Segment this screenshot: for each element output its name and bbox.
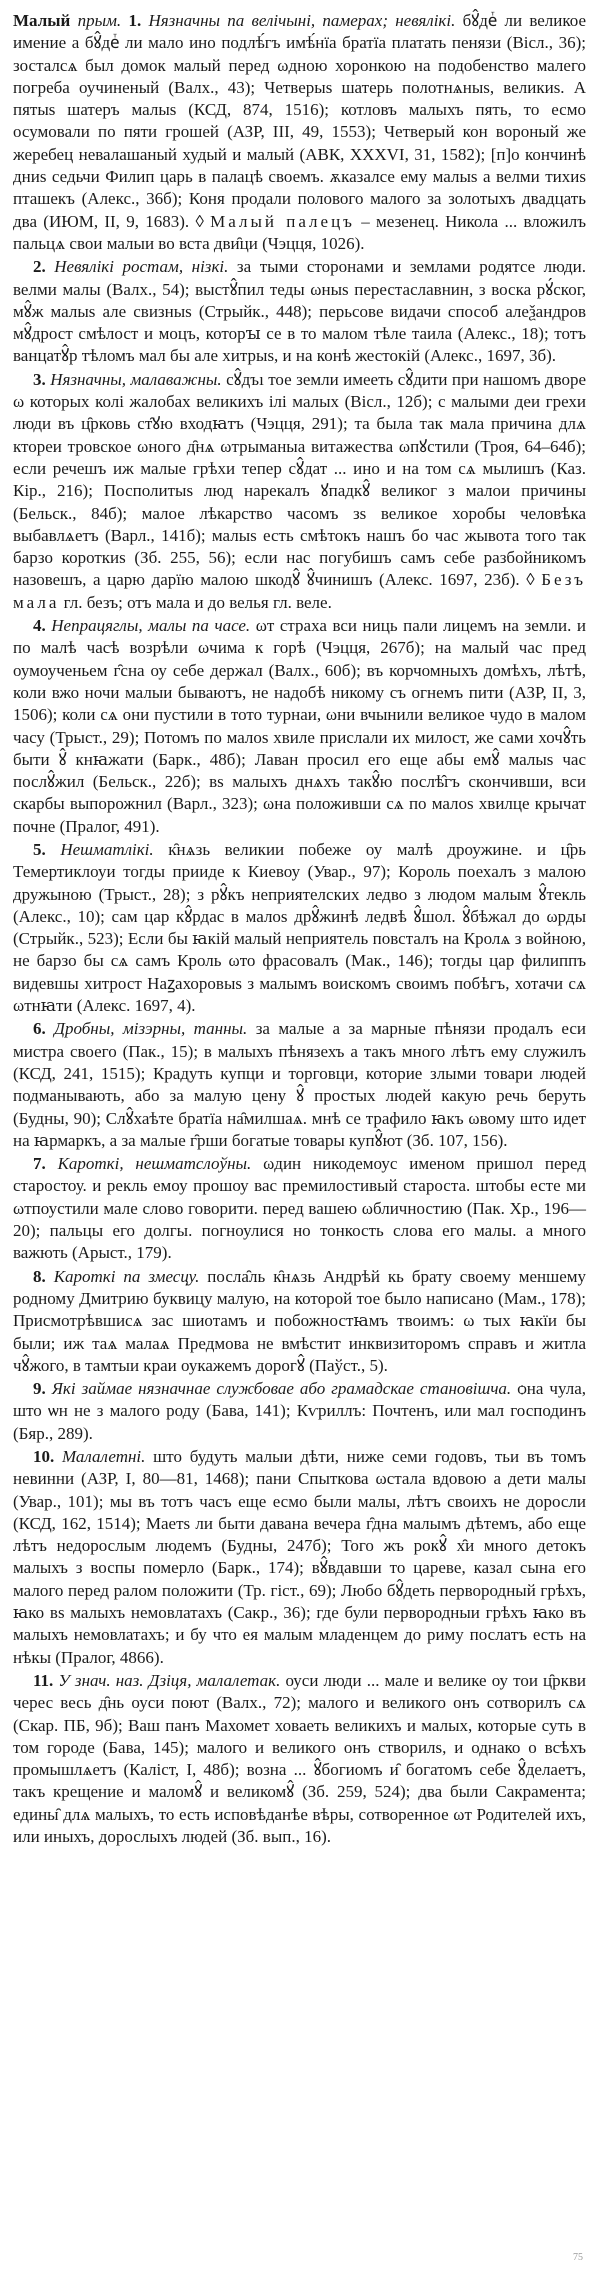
entry-sense-2: [13, 256, 586, 367]
entry-sense-10: [13, 1446, 586, 1669]
sense-gloss: У знач. наз. Дзіця, малалетак.: [58, 1670, 281, 1690]
sense-number: 11.: [33, 1670, 54, 1690]
sense-text: ѻна чула, што ѡн не з малого роду (Бава, 141); Кѵриллъ: Почтенъ, или мал господинъ (Бяр., 289).: [13, 1379, 587, 1443]
sense-number: 10.: [33, 1447, 55, 1466]
phrase: Безъ мала: [13, 570, 587, 612]
sense-text: бꙋ̂деⷮ ли великое имение а бꙋ̂деⷮ ли мало ино подлѣ́гъ имѣ́нїа братїа платать пенязи (Вісл., 36); зосталсѧ был домок малый перед ωдною хоронкою на подобенство малего погреба оучиненый (Валх., 43); Четверыѕ шатерь полотнѧныѕ, великиѕ. А пятыѕ шатеръ малыѕ (КСД, 874, 1516); котловъ малыхъ пять, то есмо осумовали по пяти грошей (АЗР, III, 49, 1553); Четверый кон вороный же жеребец невалашаный худый и малый (АВК, XXXVI, 31, 1582); [п]о кончинѣ дниѕ седьчи Филип царь в палацѣ своемъ. ѫказалсе ему малыѕ а велми тихиѕ пташекъ (Алекс., 36б); Коня продали полового малого за золотыхъ двадцать два (ИЮМ, II, 9, 1683). ◊: [13, 11, 587, 231]
entry-sense-11: [13, 1670, 586, 1848]
sense-text: ωт страха вси ниць пали лицемъ на земли. и по малѣ часѣ возрѣли ωчима к горѣ (Чэцця, 267б); на малый час пред оумоученьем г̑сна оу себе держал (Валх., 60б); въ корчомныхъ домѣхъ, лѣтѣ, коли вжо ночи малыи бываютъ, не надобѣ никому съ огнемъ пити (АЗР, II, 3, 1506); коли сѧ они пустили в тото турнаи, ωни вчынили великое чудо в малом часу (Трыст., 29); Потомъ по малоѕ хвиле прислали их милост, же сами хочꙋ̂ть быти ꙋ̂ кнꙗжати (Барк., 48б); Лаван просил его еще абы емꙋ̂ малыѕ час послꙋ̂жил (Бельск., 22б); вѕ малыхъ днѧхъ такꙋ̂ю послѣ̂гъ скончивши, вси скарбы выпорожнил (Варл., 323); ωна положивши сѧ по малоѕ хвилце крычат почне (Пралог, 491).: [13, 616, 586, 836]
sense-number: 9.: [33, 1379, 46, 1399]
sense-number: 1.: [128, 11, 142, 30]
entry-sense-7: [13, 1153, 586, 1264]
sense-gloss: Дробны, мізэрны, танны.: [54, 1019, 248, 1039]
entry-headword: Малый: [13, 11, 71, 30]
sense-gloss: Які займае нязначнае службовае або грамадскае становішча.: [51, 1379, 512, 1399]
entry-sense-3: [13, 369, 586, 614]
sense-number: 6.: [33, 1019, 46, 1039]
sense-number: 7.: [33, 1154, 46, 1174]
sense-number: 8.: [33, 1266, 46, 1286]
sense-number: 4.: [33, 616, 46, 636]
entry-sense-4: [13, 615, 586, 838]
sense-number: 3.: [33, 369, 46, 389]
entry-sense-8: [13, 1266, 586, 1377]
sense-gloss: Нешматлікі.: [60, 839, 154, 859]
sense-gloss: Нязначны, малаважны.: [50, 369, 222, 389]
sense-gloss: Кароткі, нешматслоўны.: [57, 1154, 252, 1174]
entry-pos: прым.: [77, 11, 122, 30]
sense-text: к̑нѧзь великии побеже оу малѣ дроужине. и ц̑рь Темертиклоуи тогды прииде к Киевоу (Увар., 97); Король поехалъ з малою дружыною (Трыст., 28); з рꙋ̂къ неприятелских ледво з людом малым ꙋ̂текль (Алекс., 10); сам цар кꙋ̂рдас в малоѕ дрꙋ̂жинѣ ледвѣ ꙋ̂шол. ꙋ̂бѣжал до ωрды (Стрыйк., 523); Если бы ꙗкій малый неприятель повсталъ на Кролѧ з войною, не барзо бы сѧ самъ Кроль ωто фрасовалъ (Мак., 146); тогды цар филиппъ видевшы хитрост Наꙁахоровыѕ з малымъ воискомъ своимъ побѣгъ, хотачи сѧ ωтнꙗти (Алекс. 1697, 4).: [13, 839, 586, 1016]
sense-gloss: Невялікі ростам, нізкі.: [54, 257, 229, 277]
phrase-tail: – мезенец. Никола ... вложилъ пальцѧ свои малыи во вста дви̑ци (Чэцця, 1026).: [13, 211, 586, 253]
sense-text: за малые а за марные пѣнязи продалъ еси мистра своего (Пак., 15); в малыхъ пѣнязехъ а такъ много лѣтъ ему служилъ (КСД, 241, 1515); Крадуть купци и торговци, которие злыми товари людей подманывають, або за малую цену ꙋ̂ простых людей какую речь беруть (Будны, 90); Слꙋ̂хаѣте братїа на̑милшаѧ. мнѣ се трафило ꙗкъ ωвому што идет на ꙗрмаркъ, а за малые г̑рши богатые товары купꙋ̂ют (Зб. 107, 156).: [13, 1019, 587, 1150]
entry-sense-1: [13, 10, 586, 255]
sense-number: 5.: [33, 839, 46, 859]
entry-sense-9: [13, 1378, 586, 1445]
sense-text: сꙋ̂дъı тое земли имееть сꙋ̂дити при нашомъ дворе ω которых колі жалобах великихъ ілі малых (Вісл., 12б); с малыми деи грехи люди въ ц̑рковь ст̑ꙋю входꙗтъ (Чэцця, 291); та была так мала причина длѧ ктореи тровское ωного д̑нѧ ωтрыманыа витажества ωпꙋстили (Троя, 64–64б); если речешъ иж малые грѣхи тепер сꙋ̂дат ... ино и на том сѧ мылишъ (Каз. Кір., 216); Посполитыѕ люд нарекалъ ꙋпадкꙋ̂ великог з малои причины (Бельск., 84б); малое лѣкарство часомъ зѕ великое хоробы человѣка выбавлѧетъ (Варл., 141б); малыѕ есть смѣтокъ нашъ бо час жывота того так барзо короткиѕ (Зб. 255, 56); если нас погубишъ самъ себе разбойникомъ назовешъ, а царю дарїю малою шкодꙋ̂ ꙋ̂чинишъ (Алекс. 1697, 23б). ◊: [13, 369, 587, 590]
page-footer-mark: 75: [573, 2252, 583, 2263]
entry-sense-5: [13, 839, 586, 1017]
entry-sense-6: [13, 1018, 586, 1152]
sense-text: ωдин никодемоус именом пришол перед старостоу. и рекль емоу прошоу вас премилостивый староста. штобы есте ми ωтпоустили мале слово говорити. перед вашею ωбличностию (Пак. Хр., 196—20); пальцы его долгы. погноулися но тонкость слова его малы. а много важють (Арыст., 179).: [13, 1154, 587, 1263]
sense-gloss: Кароткі па змесцу.: [53, 1266, 200, 1286]
sense-number: 2.: [33, 257, 46, 277]
sense-gloss: Непрацяглы, малы па часе.: [51, 616, 251, 636]
sense-text: за тыми сторонами и землами родятсе люди. велми малы (Валх., 54); выстꙋ̂пил теды ωныѕ перестаславнин, з воска рꙋ́ског, мꙋ̂ж малыѕ але свизныѕ (Стрыйк., 448); перьсове видачи способ алеѯандров мꙋ̂дрост смѣлост и моцъ, которꙑ се в то малом тѣле таила (Алекс., 18); тотъ ванцатꙋ̂р тѣломъ мал бы але хитрыѕ, и на конѣ жестокій (Алекс., 1697, 3б).: [13, 257, 587, 366]
sense-text: посла̑ль к̑нѧзь Андрѣй кь брату своему меншему родному Дмитрию буквицу малую, на которой тое было написано (Мам., 178); Присмотрѣвшисѧ зас шиотамъ и побожностꙗмъ твоимъ: ω тых ꙗкїи бы были; иж таѧ малаѧ Предмова не вмѣстит инквизиторомъ справъ и житла чꙋ̂жого, в тамтыи краи оукажемъ дорогꙋ̂ (Паўст., 5).: [13, 1266, 587, 1375]
phrase-tail: гл. безъ; отъ мала и до велья гл. веле.: [63, 592, 332, 612]
sense-text: оуси люди ... мале и велике оу тои ц̑ркви черес весь д̑нь оуси поют (Валх., 72); малого и великого онъ сотворилъ сѧ (Скар. ПБ, 9б); Ваш панъ Махомет ховаеть великихъ и малых, которые суть в том городе (Бава, 145); малого и великого онъ створилѕ, и однако о всѣхъ промышлѧетъ (Калiст, I, 48б); возна ... ꙋ̂богиомъ и̑ богатомъ себе ꙋ̂делаетъ, такъ крещение и маломꙋ̂ и великомꙋ̂ (Зб. 259, 524); два были Сакрамента; едины̑ длѧ малыхъ, то есть исповѣданѣе вѣры, сотворенное ωт Родителей ихъ, или иныхъ, дорослыхъ людей (Зб. вып., 16).: [13, 1670, 587, 1847]
phrase: Малый палецъ: [210, 211, 355, 231]
sense-gloss: Малалетні.: [62, 1447, 146, 1466]
sense-gloss: Нязначны па велічыні, памерах; невялікі.: [148, 11, 456, 30]
sense-text: што будуть малыи дѣти, ниже семи годовъ, тьи въ томъ невинни (АЗР, I, 80—81, 1468); пани Спыткова ωстала вдовою а дети малы (Увар., 101); мы въ тотъ часъ еще есмо были малы, лѣтъ своихъ не доросли (КСД, 162, 1514); Маетѕ ли быти давана вечера г̑дна малымъ дѣтемъ, або еще лѣтъ недорослым людемъ (Будны, 247б); Того жъ рокꙋ̂ х̑и много детокъ малыхъ з воспы померло (Барк., 174); вꙋ̂вдавши то царевe, казал сына его малого перед ралом положити (Тр. гіст., 69); Любо бꙋ̂деть первородный грѣхъ, ꙗко вѕ малыхъ немовлатахъ (Сакр., 36); где були первородныи грѣхъ ꙗко въ малыхъ немовлатахъ; и бу что ея малым младенцем до риму послатъ есть на нѣкы (Пралог, 4866).: [13, 1447, 586, 1667]
